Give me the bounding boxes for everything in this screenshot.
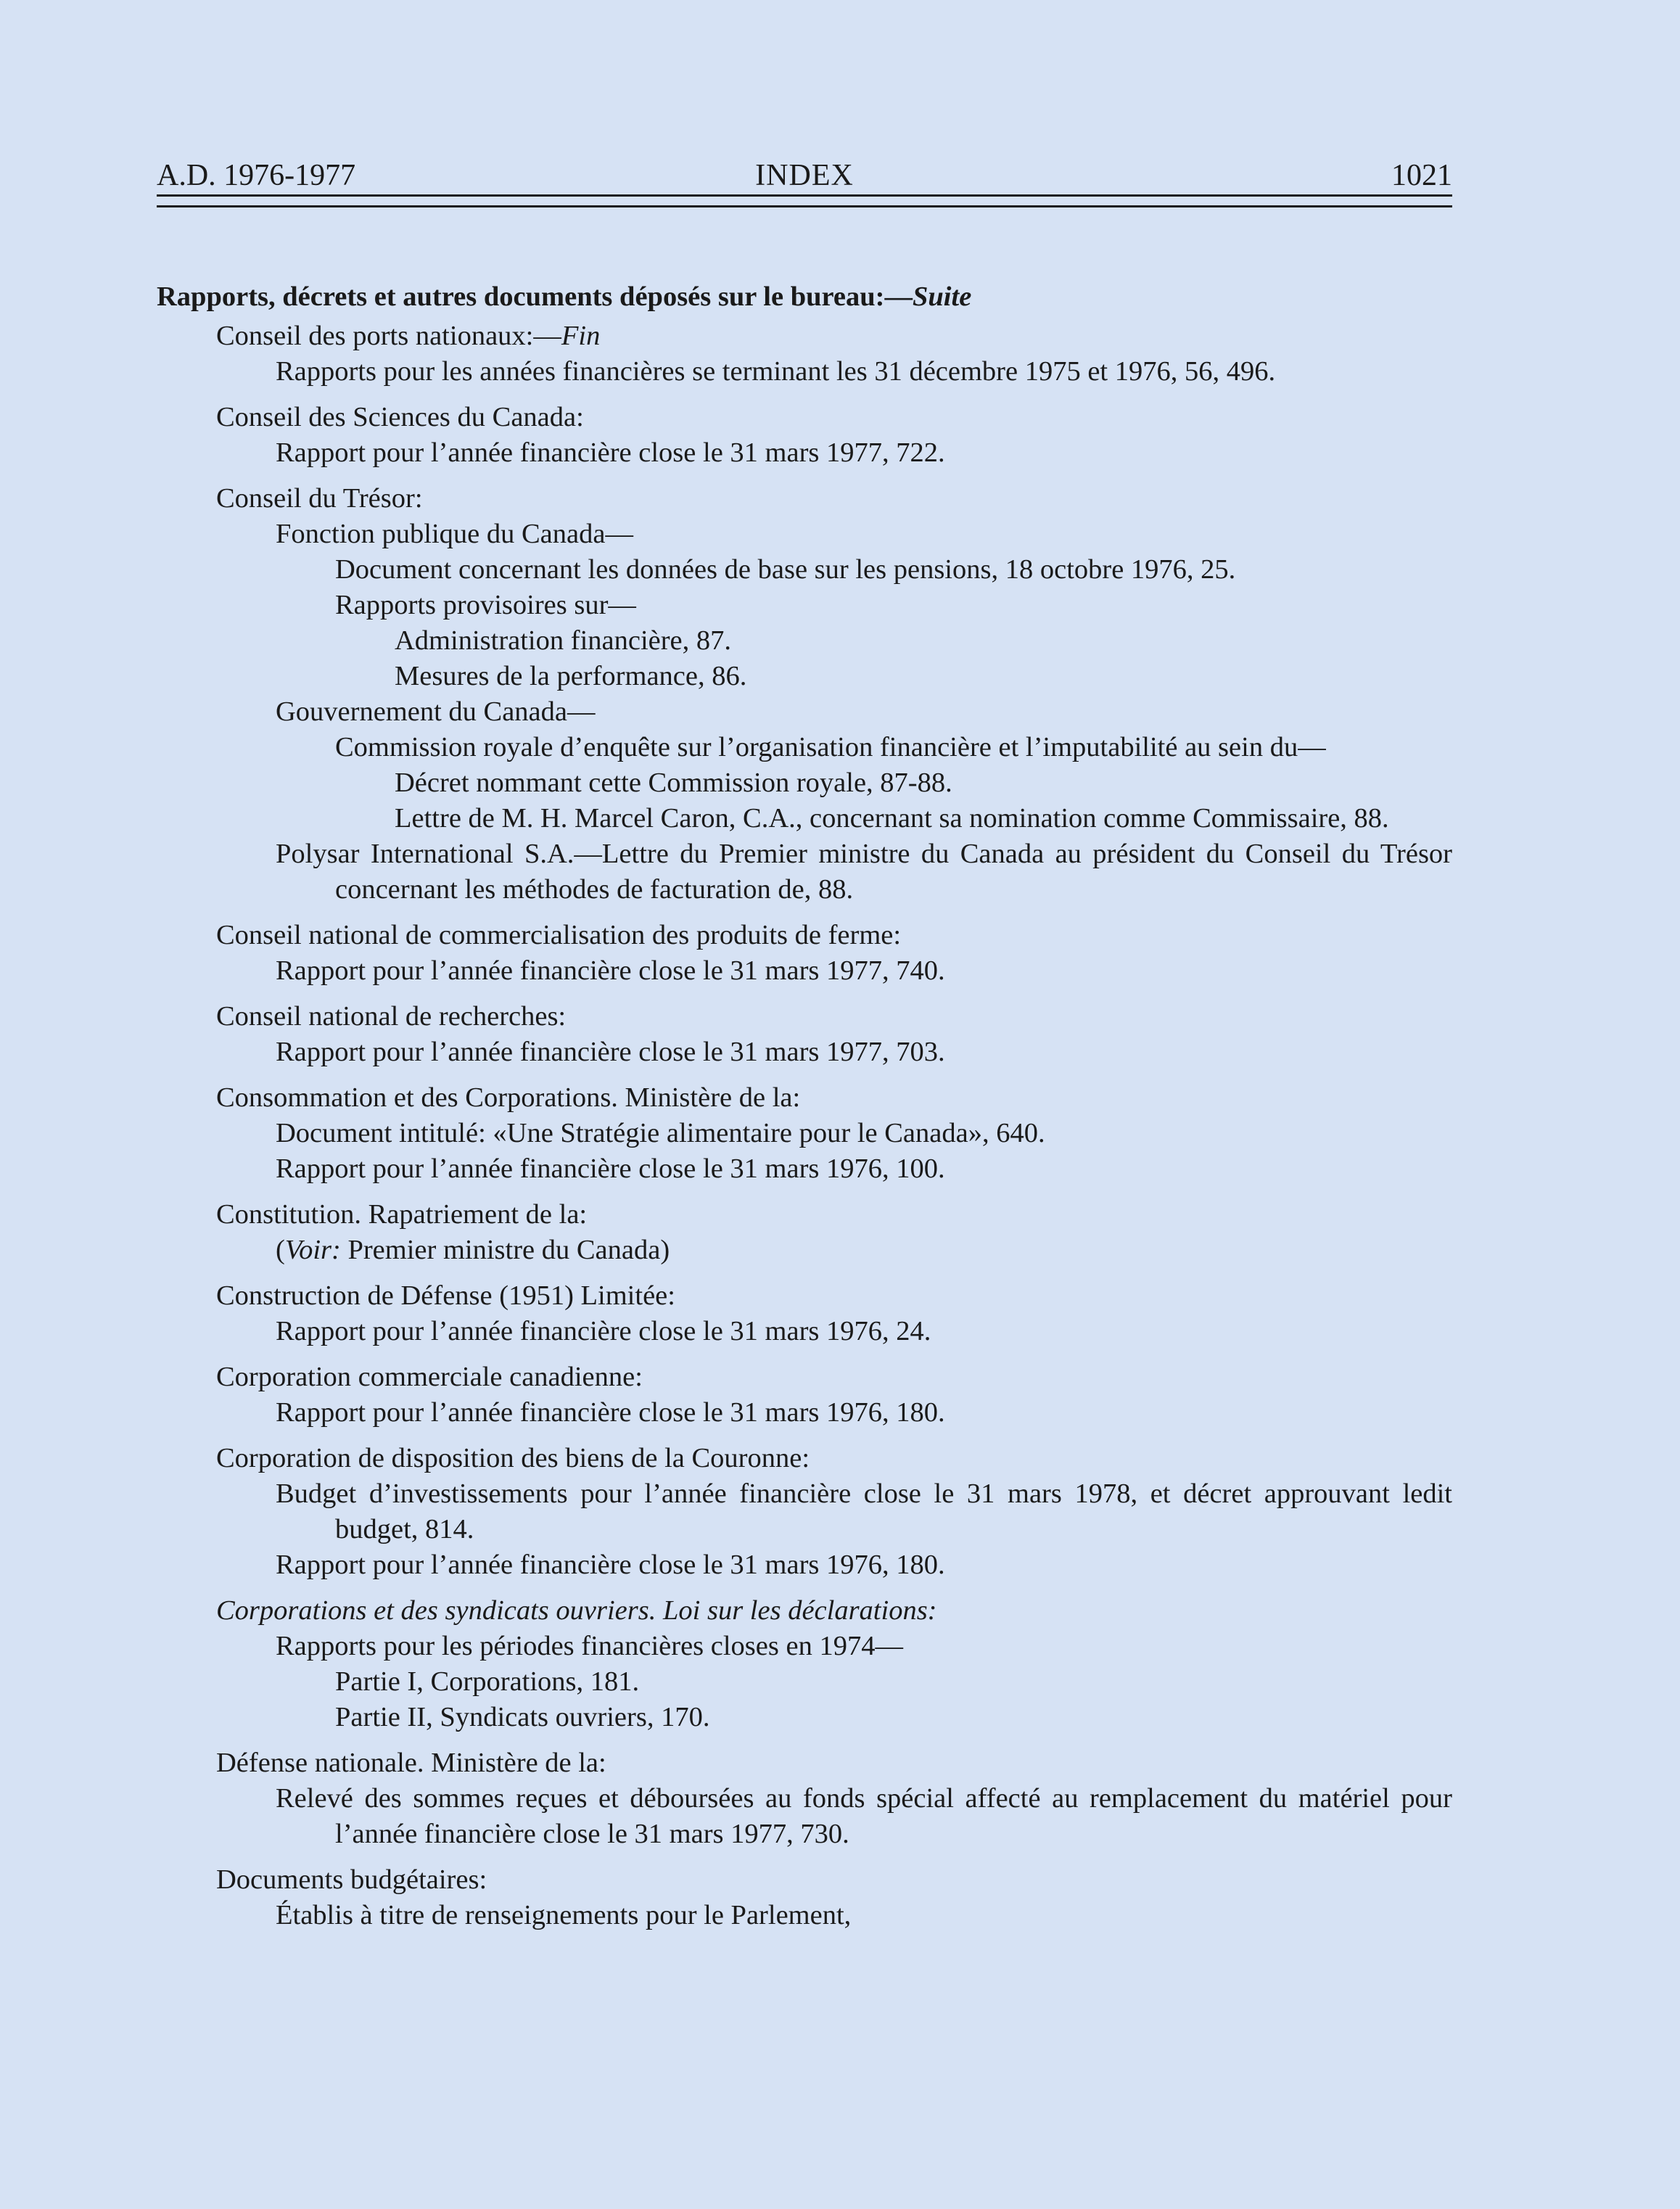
index-entry-level-2 [157,1781,1452,1852]
index-entry-level-3 [157,588,1452,623]
entry-text: Polysar International S.A.—Lettre du Premier ministre du Canada au président du Conseil du Trésor concernant les méthodes de facturation de, 88. [276,839,1452,905]
index-entry-level-1 [157,1862,1452,1898]
index-entry-level-1 [157,1593,1452,1629]
index-entry-level-2 [157,1233,1452,1268]
index-entry-level-2 [157,1395,1452,1431]
main-heading-text: Rapports, décrets et autres documents déposés sur le bureau:— [157,281,913,312]
index-entry-level-2 [157,1629,1452,1664]
index-body [157,279,1452,1933]
index-entry-level-4 [157,801,1452,836]
header-rule-top [157,194,1452,197]
index-entry-level-4 [157,659,1452,694]
entry-text: Rapport pour l’année financière close le 31 mars 1977, 722. [276,437,945,468]
index-entry-level-4 [157,623,1452,659]
index-entries [157,318,1452,1933]
entry-text: Relevé des sommes reçues et déboursées au fonds spécial affecté au remplacement du matériel pour l’année financière close le 31 mars 1977, 730. [276,1783,1452,1849]
entry-text: Partie II, Syndicats ouvriers, 170. [335,1702,710,1732]
index-entry-level-2 [157,1116,1452,1151]
entry-text: Défense nationale. Ministère de la: [216,1748,606,1778]
main-heading [157,279,1452,315]
entry-text: Constitution. Rapatriement de la: [216,1199,588,1230]
entry-text: Corporation commerciale canadienne: [216,1362,643,1392]
entry-text: Établis à titre de renseignements pour le Parlement, [276,1900,852,1930]
entry-text: Rapport pour l’année financière close le 31 mars 1976, 180. [276,1397,945,1428]
entry-text: Rapport pour l’année financière close le 31 mars 1977, 740. [276,955,945,986]
entry-text: Rapport pour l’année financière close le 31 mars 1976, 180. [276,1550,945,1580]
entry-text: Conseil national de commercialisation des produits de ferme: [216,920,902,950]
index-entry-level-3 [157,552,1452,588]
entry-text: Rapport pour l’année financière close le 31 mars 1977, 703. [276,1037,945,1067]
index-entry-level-1 [157,1441,1452,1476]
index-entry-level-1 [157,1080,1452,1116]
entry-prefix: ( [276,1235,285,1265]
entry-text: Document intitulé: «Une Stratégie alimentaire pour le Canada», 640. [276,1118,1045,1148]
entry-text: Partie I, Corporations, 181. [335,1666,640,1697]
index-entry-level-1 [157,1197,1452,1233]
entry-text: Fonction publique du Canada— [276,519,633,549]
entry-text: Conseil des Sciences du Canada: [216,402,584,432]
index-entry-level-2 [157,517,1452,552]
entry-italic-text: Voir: [284,1235,341,1265]
index-entry-level-2 [157,435,1452,471]
entry-text: Consommation et des Corporations. Ministère de la: [216,1082,801,1113]
entry-text: Commission royale d’enquête sur l’organisation financière et l’imputabilité au sein du— [335,732,1326,762]
index-entry-level-2 [157,1314,1452,1349]
header-title: INDEX [755,159,854,192]
entry-suffix: Fin [561,321,601,351]
entry-text: Construction de Défense (1951) Limitée: [216,1280,675,1311]
running-head [157,154,1452,197]
index-entry-level-2 [157,1034,1452,1070]
index-entry-level-1 [157,481,1452,517]
entry-text: Document concernant les données de base sur les pensions, 18 octobre 1976, 25. [335,554,1236,585]
entry-text: Gouvernement du Canada— [276,696,596,727]
entry-text: Administration financière, 87. [395,625,732,656]
index-entry-level-2 [157,694,1452,730]
entry-text: Rapports pour les périodes financières closes en 1974— [276,1631,903,1661]
index-entry-level-2 [157,354,1452,390]
page-number: 1021 [1391,159,1452,192]
index-entry-level-4 [157,765,1452,801]
entry-text: Rapport pour l’année financière close le 31 mars 1976, 100. [276,1153,945,1184]
header-year-range: A.D. 1976-1977 [157,159,356,192]
index-entry-level-2 [157,1547,1452,1583]
entry-text: Conseil national de recherches: [216,1001,567,1032]
entry-text: Corporation de disposition des biens de la Couronne: [216,1443,810,1473]
main-heading-suffix: Suite [912,281,972,312]
entry-text: Documents budgétaires: [216,1864,487,1895]
header-rule-bottom [157,205,1452,207]
index-entry-level-1 [157,1745,1452,1781]
entry-text: Premier ministre du Canada) [340,1235,670,1265]
entry-text: Conseil du Trésor: [216,483,423,514]
entry-text: Décret nommant cette Commission royale, 87-88. [395,768,952,798]
index-entry-level-2 [157,1476,1452,1547]
index-entry-level-2 [157,953,1452,989]
index-entry-level-3 [157,1664,1452,1700]
index-entry-level-1 [157,918,1452,953]
entry-text: Rapport pour l’année financière close le 31 mars 1976, 24. [276,1316,931,1346]
entry-text: Lettre de M. H. Marcel Caron, C.A., concernant sa nomination comme Commissaire, 88. [395,803,1389,834]
index-entry-level-2 [157,1151,1452,1187]
index-entry-level-3 [157,1700,1452,1735]
entry-text: Mesures de la performance, 86. [395,661,747,691]
index-entry-level-1 [157,1278,1452,1314]
index-entry-level-1 [157,1359,1452,1395]
entry-text: Rapports provisoires sur— [335,590,636,620]
index-entry-level-2 [157,836,1452,908]
index-entry-level-2 [157,1898,1452,1933]
entry-text: Corporations et des syndicats ouvriers. Loi sur les déclarations: [216,1595,937,1626]
entry-text: Budget d’investissements pour l’année financière close le 31 mars 1978, et décret approuvant ledit budget, 814. [276,1478,1452,1544]
index-entry-level-3 [157,730,1452,765]
index-entry-level-1 [157,400,1452,435]
entry-text: Conseil des ports nationaux:— [216,321,561,351]
index-entry-level-1 [157,999,1452,1034]
index-entry-level-1 [157,318,1452,354]
entry-text: Rapports pour les années financières se terminant les 31 décembre 1975 et 1976, 56, 496. [276,356,1276,387]
